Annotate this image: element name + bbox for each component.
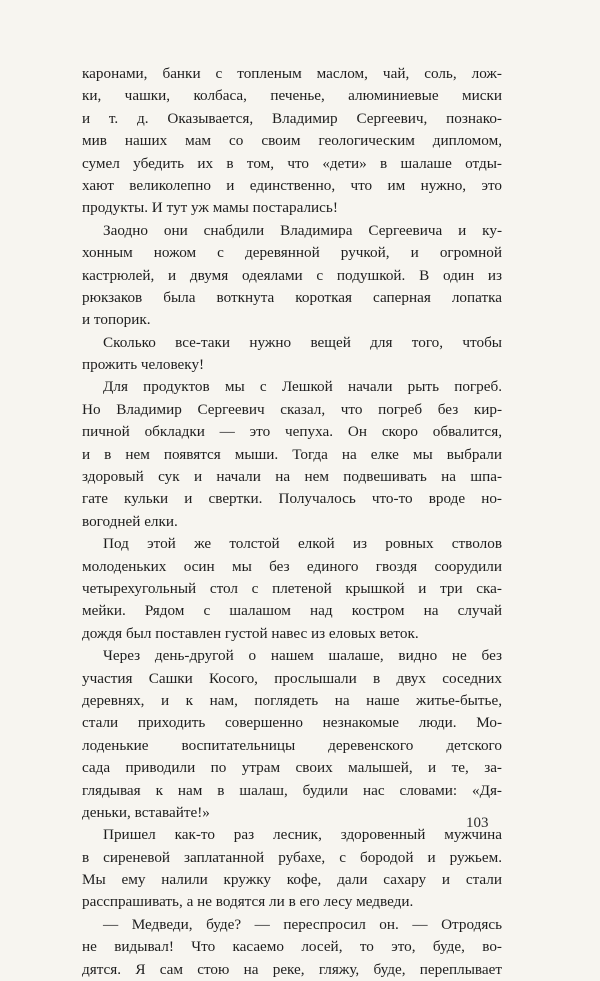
text-line: хают великолепно и единственно, что им нужно, это: [82, 176, 502, 194]
text-line: и в нем появятся мыши. Тогда на елке мы выбрали: [82, 445, 502, 463]
text-line: расспрашивать, а не водятся ли в его лесу медведи.: [82, 893, 414, 911]
text-line: и т. д. Оказывается, Владимир Сергеевич, познако-: [82, 109, 502, 127]
text-line: кастрюлей, и двумя одеялами с подушкой. В один из: [82, 266, 502, 284]
text-line: мив наших мам со своим геологическим дипломом,: [82, 132, 502, 150]
text-line: Мы ему налили кружку кофе, дали сахару и стали: [82, 871, 502, 889]
text-line: дятся. Я сам стою на реке, гляжу, буде, переплывает: [82, 960, 502, 978]
page-number: 103: [466, 815, 489, 831]
text-line: участия Сашки Косого, прослышали в двух соседних: [82, 669, 502, 687]
text-line: не видывал! Что касаемо лосей, то это, буде, во-: [82, 938, 502, 956]
text-line: рюкзаков была воткнута короткая саперная лопатка: [82, 288, 502, 306]
text-line: Через день-другой о нашем шалаше, видно не без: [103, 647, 502, 665]
text-line: гате кульки и свертки. Получалось что-то вроде но-: [82, 490, 502, 508]
text-line: мейки. Рядом с шалашом над костром на случай: [82, 602, 502, 620]
text-line: Для продуктов мы с Лешкой начали рыть погреб.: [103, 378, 502, 396]
text-line: в сиреневой заплатанной рубахе, с бородой и ружьем.: [82, 848, 502, 866]
text-line: Под этой же толстой елкой из ровных стволов: [103, 535, 502, 553]
text-line: хонным ножом с деревянной ручкой, и огромной: [82, 244, 502, 262]
text-line: четырехугольный стол с плетеной крышкой и три ска-: [82, 579, 502, 597]
text-line: пичной обкладки — это чепуха. Он скоро обвалится,: [82, 423, 502, 441]
text-line: Но Владимир Сергеевич сказал, что погреб без кир-: [82, 400, 502, 418]
text-line: продукты. И тут уж мамы постарались!: [82, 199, 338, 217]
text-line: каронами, банки с топленым маслом, чай, соль, лож-: [82, 65, 502, 82]
text-line: молоденьких осин мы без единого гвоздя соорудили: [82, 557, 502, 575]
text-line: глядывая к нам в шалаш, будили нас словами: «Дя-: [82, 781, 502, 799]
text-line: прожить человеку!: [82, 356, 205, 374]
text-line: — Медведи, буде? — переспросил он. — Отродясь: [103, 915, 502, 933]
text-line: сада приводили по утрам своих малышей, и те, за-: [82, 759, 502, 777]
text-line: деньки, вставайте!»: [82, 803, 210, 821]
body-text: [82, 63, 502, 981]
text-line: Заодно они снабдили Владимира Сергеевича и ку-: [103, 221, 502, 239]
text-line: и топорик.: [82, 311, 151, 329]
text-line: вогодней елки.: [82, 512, 178, 530]
text-line: лоденькие воспитательницы деревенского детского: [82, 736, 502, 754]
text-line: сумел убедить их в том, что «дети» в шалаше отды-: [82, 154, 502, 172]
text-line: здоровый сук и начали на нем подвешивать на шпа-: [82, 468, 502, 486]
text-line: Сколько все-таки нужно вещей для того, чтобы: [103, 333, 502, 351]
text-line: стали приходить совершенно незнакомые люди. Мо-: [82, 714, 502, 732]
text-line: деревнях, и к нам, поглядеть на наше житье-бытье,: [82, 691, 502, 709]
text-line: Пришел как-то раз лесник, здоровенный мужчина: [103, 826, 502, 844]
text-line: ки, чашки, колбаса, печенье, алюминиевые миски: [82, 87, 502, 105]
text-line: дождя был поставлен густой навес из еловых веток.: [82, 624, 419, 642]
